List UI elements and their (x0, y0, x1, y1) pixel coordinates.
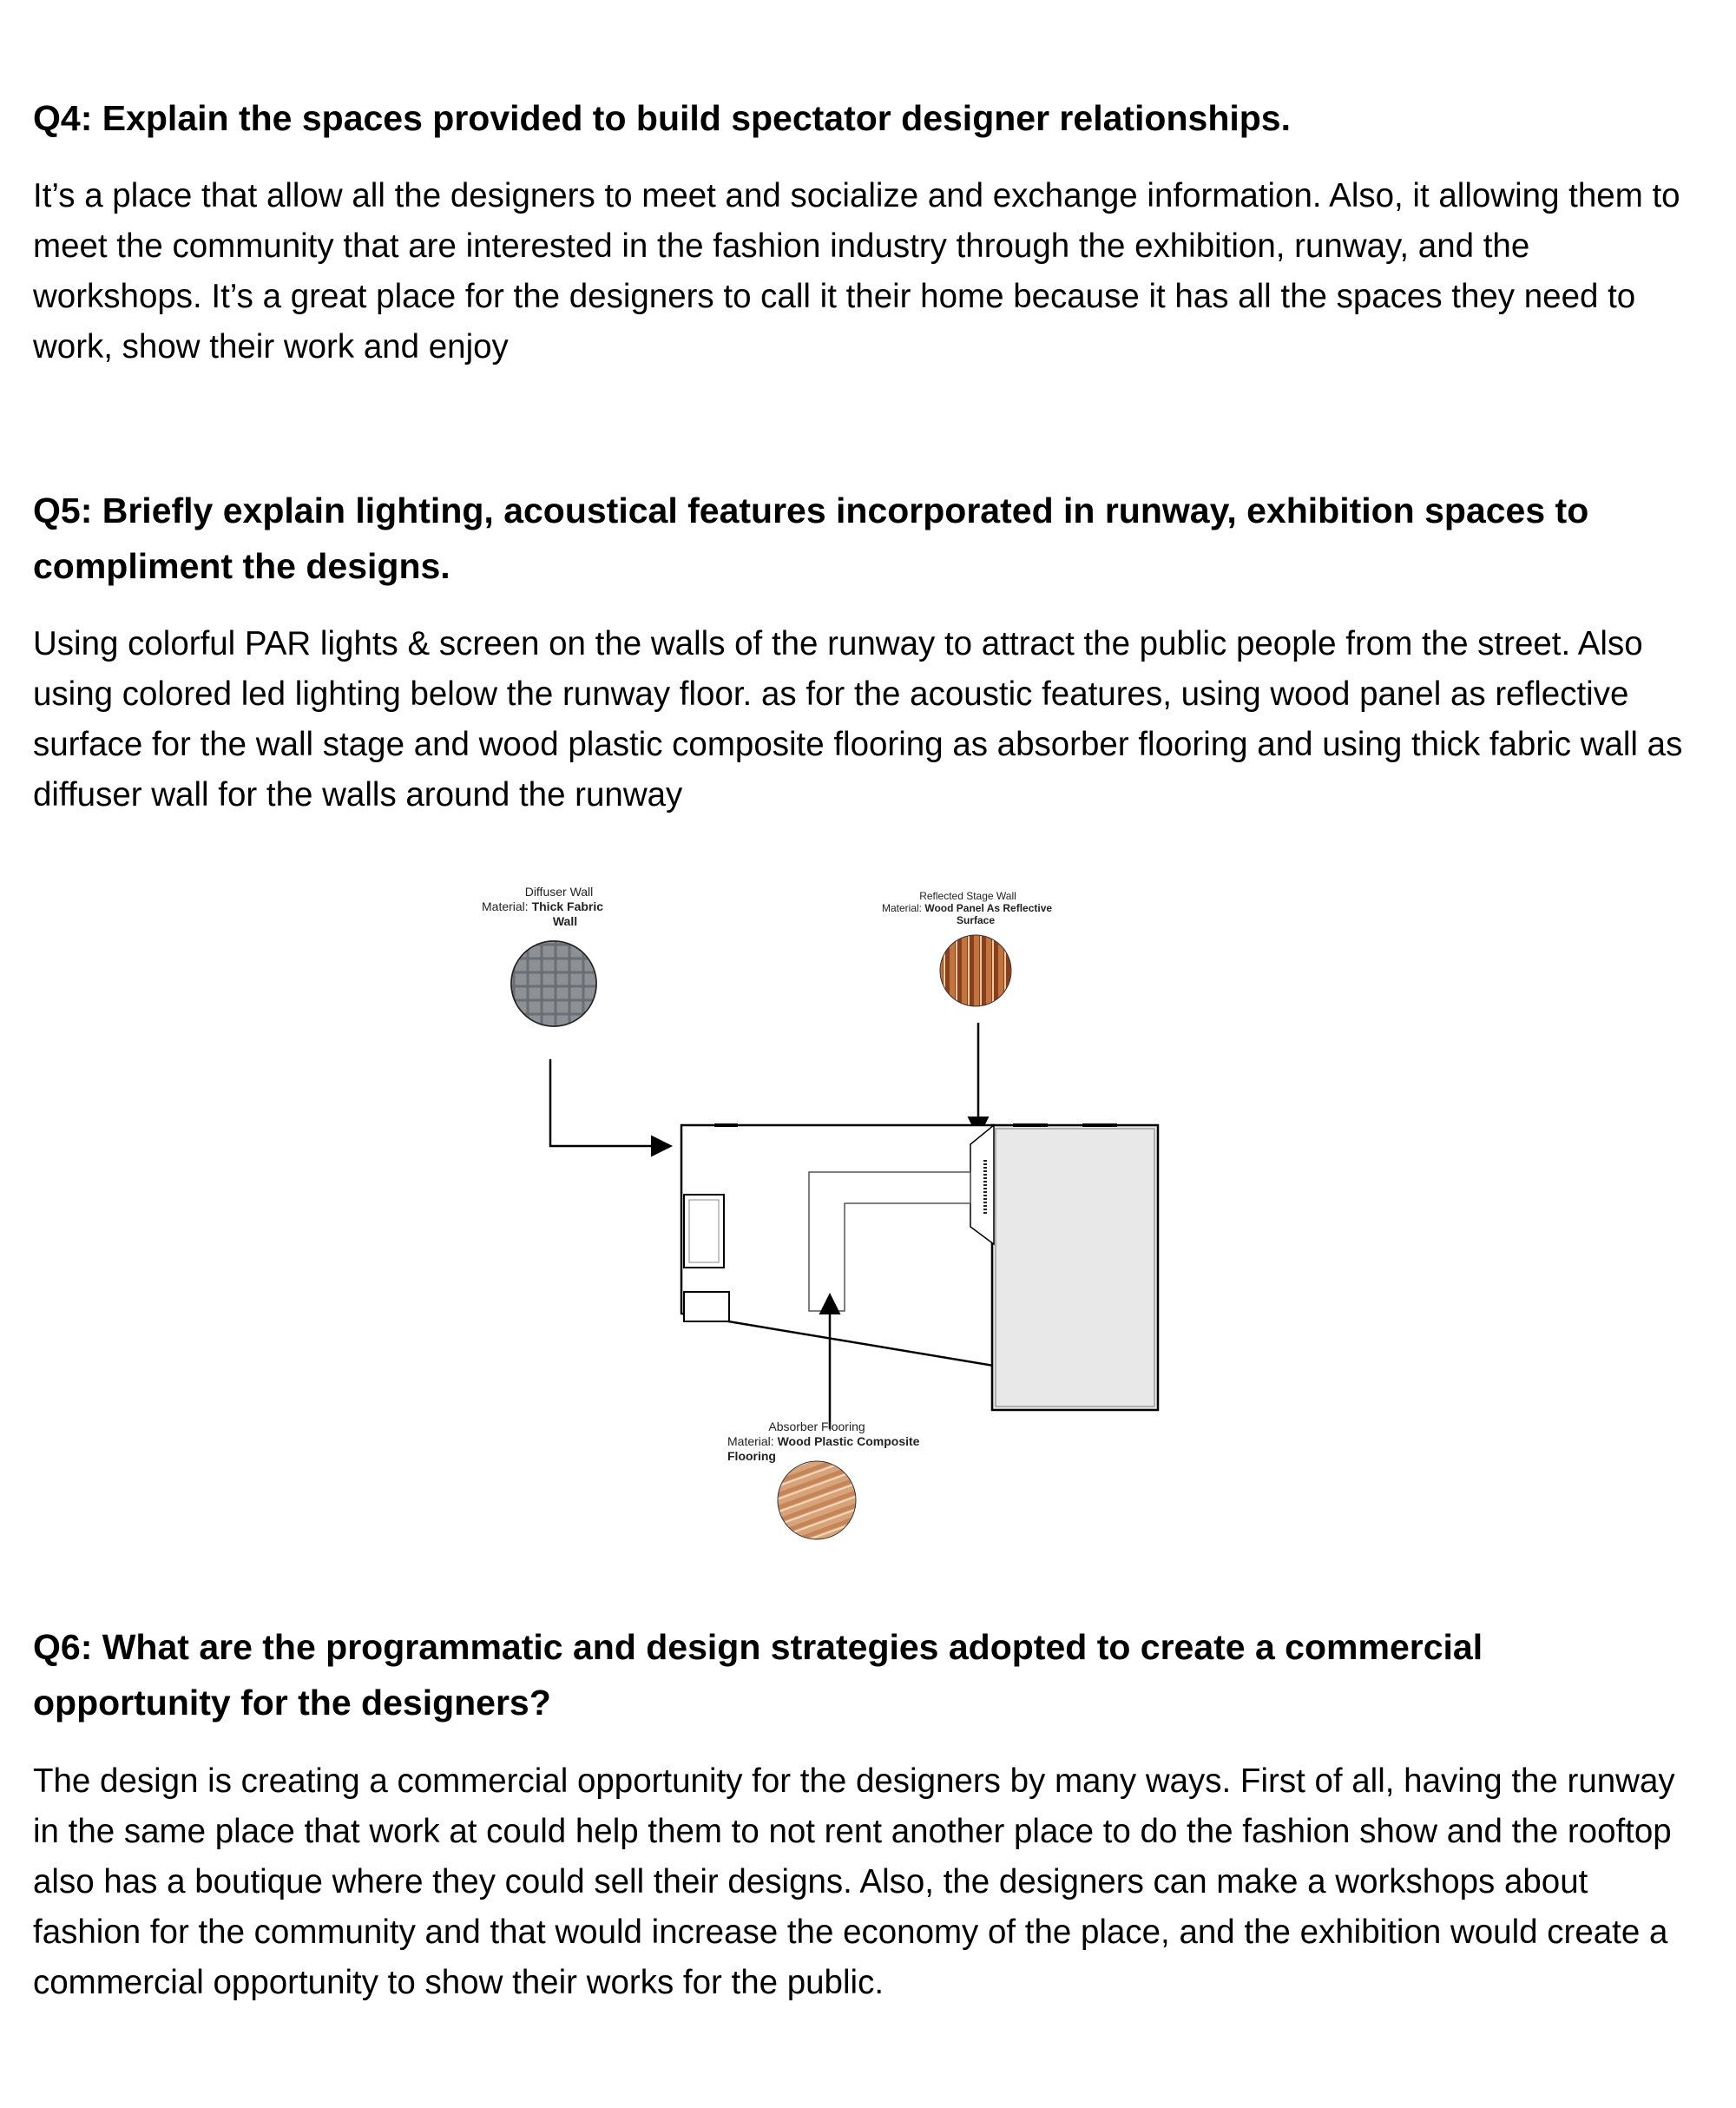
diffuser-wall-title: Diffuser Wall (524, 885, 594, 899)
question-q4: Q4: Explain the spaces provided to build spectator designer relationships. (33, 98, 1291, 138)
question-q6: Q6: What are the programmatic and design strategies adopted to create a commercial opportunity for the designers? (33, 1627, 1483, 1723)
backstage-block (992, 1125, 1158, 1410)
answer-q5: Using colorful PAR lights & screen on the walls of the runway to attract the public people from the street. Also using colored led lighting below the runway floor. as for the acoustic features, using wood panel as reflective surface for the wall stage and wood plastic composite flooring as absorber flooring and using thick fabric wall as diffuser wall for the walls around the runway (33, 625, 1683, 814)
reflected-wall-material: Material: Wood Panel As Reflective (882, 902, 1053, 914)
side-room-1 (684, 1195, 724, 1268)
question-q5: Q5: Briefly explain lighting, acoustical features incorporated in runway, exhibition spaces to compliment the designs. (33, 491, 1589, 586)
absorber-material-cont: Flooring (727, 1449, 776, 1463)
reflected-wall-title: Reflected Stage Wall (919, 890, 1016, 902)
acoustic-plan-diagram (469, 875, 1163, 1552)
absorber-material: Material: Wood Plastic Composite (727, 1434, 920, 1448)
reflected-wall-material-cont: Surface (956, 914, 996, 926)
diffuser-wall-callout (482, 885, 668, 1146)
answer-q4: It’s a place that allow all the designers to meet and socialize and exchange information. Also, it allowing them to meet the community that are interested in the fashion industry through the exhibition, runway, and the workshops. It’s a great place for the designers to call it their home because it has all the spaces they need to work, show their work and enjoy (33, 177, 1680, 366)
wood-panel-swatch (937, 933, 1016, 1011)
absorber-title: Absorber Flooring (768, 1420, 865, 1433)
diffuser-arrow (550, 1059, 668, 1146)
diffuser-wall-material: Material: Thick Fabric (482, 899, 604, 913)
reflected-stage-wall-callout (882, 890, 1052, 1134)
diffuser-wall-material-cont: Wall (552, 914, 578, 928)
stage-wall (970, 1125, 994, 1244)
answer-q6: The design is creating a commercial opportunity for the designers by many ways. First of all, having the runway in the same place that work at could help them to not rent another place to do the fashion show and the rooftop also has a boutique where they could sell their designs. Also, the designers can make a workshops about fashion for the community and that would increase the economy of the place, and the exhibition would create a commercial opportunity to show their works for the public. (33, 1762, 1675, 2001)
side-room-2 (684, 1292, 729, 1321)
wood-floor-swatch (773, 1459, 864, 1545)
runway-floor-plan (681, 1125, 1158, 1410)
